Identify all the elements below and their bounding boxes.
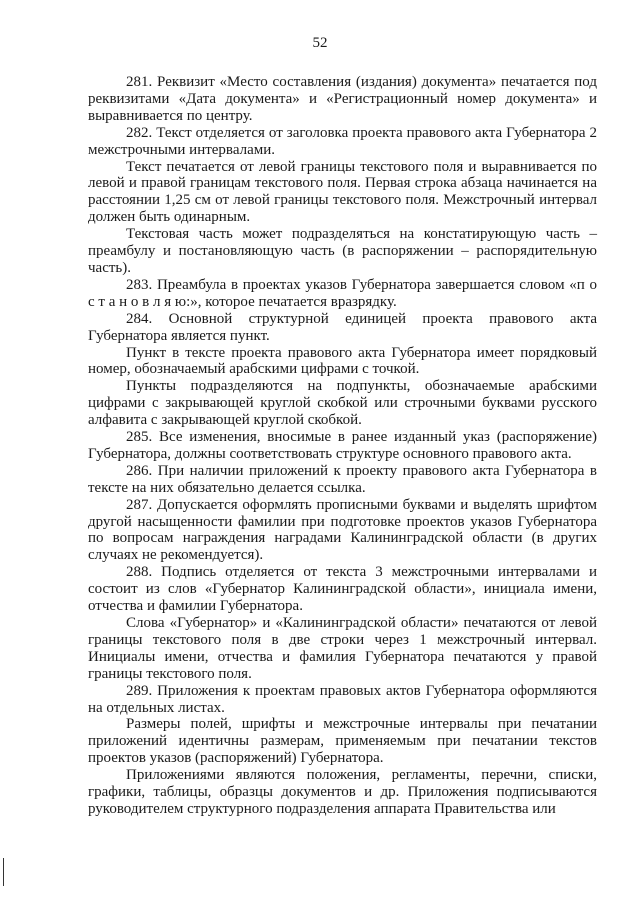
paragraph-282: 282. Текст отделяется от заголовка проекта правового акта Губернатора 2 межстрочными интервалами. (88, 124, 597, 158)
page-number: 52 (312, 35, 328, 51)
paragraph-point-numbering: Пункт в тексте проекта правового акта Губернатора имеет порядковый номер, обозначаемый арабскими цифрами с точкой. (88, 344, 597, 378)
paragraph-signature-layout: Слова «Губернатор» и «Калининградской области» печатаются от левой границы текстового поля в две строки через 1 межстрочный интервал. Инициалы имени, отчества и фамилия Губернатора печатаются у правой границы текстового поля. (88, 615, 597, 682)
paragraph-281: 281. Реквизит «Место составления (издания) документа» печатается под реквизитами «Дата документа» и «Регистрационный номер документа» и выравнивается по центру. (88, 74, 597, 124)
scan-edge-mark (3, 858, 4, 886)
paragraph-289: 289. Приложения к проектам правовых актов Губернатора оформляются на отдельных листах. (88, 682, 597, 716)
paragraph-appendix-formatting: Размеры полей, шрифты и межстрочные интервалы при печатании приложений идентичны размерам, применяемым при печатании текстов проектов указов (распоряжений) Губернатора. (88, 716, 597, 767)
paragraph-284: 284. Основной структурной единицей проекта правового акта Губернатора является пункт. (88, 310, 597, 344)
paragraph-285: 285. Все изменения, вносимые в ранее изданный указ (распоряжение) Губернатора, должны соответствовать структуре основного правового акта. (88, 429, 597, 462)
paragraph-text-parts: Текстовая часть может подразделяться на констатирующую часть – преамбулу и постановляющую часть (в распоряжении – распорядительную часть). (88, 226, 597, 276)
paragraph-287: 287. Допускается оформлять прописными буквами и выделять шрифтом другой насыщенности фамилии при подготовке проектов указов Губернатора по вопросам награждения наградами Калининградской области (в других случаях не рекомендуется). (88, 496, 597, 564)
document-body (88, 74, 597, 818)
paragraph-subpoints: Пункты подразделяются на подпункты, обозначаемые арабскими цифрами с закрывающей круглой скобкой или строчными буквами русского алфавита с закрывающей круглой скобкой. (88, 378, 597, 429)
paragraph-283: 283. Преамбула в проектах указов Губернатора завершается словом «п о с т а н о в л я ю:», которое печатается вразрядку. (88, 276, 597, 310)
paragraph-appendix-types: Приложениями являются положения, регламенты, перечни, списки, графики, таблицы, образцы документов и др. Приложения подписываются руководителем структурного подразделения аппарата Правительства или (88, 767, 597, 817)
paragraph-286: 286. При наличии приложений к проекту правового акта Губернатора в тексте на них обязательно делается ссылка. (88, 462, 597, 496)
paragraph-text-alignment: Текст печатается от левой границы текстового поля и выравнивается по левой и правой границам текстового поля. Первая строка абзаца начинается на расстоянии 1,25 см от левой границы текстового поля. Межстрочный интервал должен быть одинарным. (88, 158, 597, 226)
paragraph-288: 288. Подпись отделяется от текста 3 межстрочными интервалами и состоит из слов «Губернатор Калининградской области», инициала имени, отчества и фамилии Губернатора. (88, 564, 597, 615)
